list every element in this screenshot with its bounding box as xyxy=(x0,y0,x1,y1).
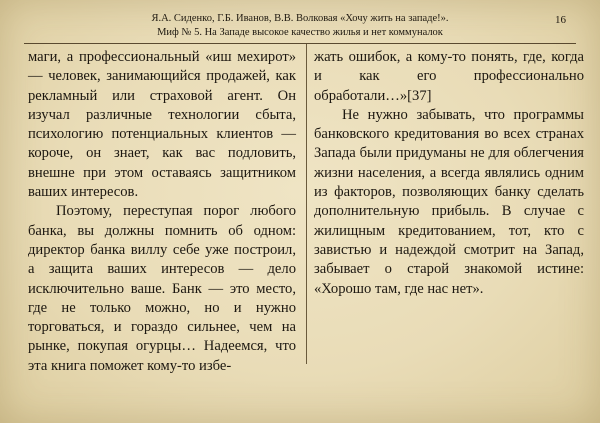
paragraph: Не нужно забывать, что программы банковского кредитования во всех странах Запада были придуманы не для облегчения жизни населения, а всегда являлись одним из факторов, позволяющих банку сделать дополнительную прибыль. В случае с жилищным кредитованием, тот, кто с завистью и надеждой смотрит на Запад, забывает о старой знакомой истине: «Хорошо там, где нас нет». xyxy=(314,106,584,297)
header-authors-title: Я.А. Сиденко, Г.Б. Иванов, В.В. Волковая «Хочу жить на западе!». xyxy=(151,13,449,24)
left-text-column xyxy=(28,48,296,376)
paragraph: Поэтому, переступая порог любого банка, вы должны помнить об одном: директор банка виллу себе уже построил, а защита ваших интересов — дело исключительно ваше. Банк — это место, где не только можно, но и нужно торговаться, и гораздо сильнее, чем на рынке, покупая огурцы… Надеемся, что эта книга поможет кому-то избе- xyxy=(28,203,296,374)
right-text-column xyxy=(314,48,584,299)
paragraph: жать ошибок, а кому-то понять, где, когда и как его профессионально обработали…»[37] xyxy=(314,49,584,104)
column-divider xyxy=(306,44,307,364)
page-number: 16 xyxy=(555,14,566,26)
running-header xyxy=(0,12,600,40)
header-rule xyxy=(24,43,576,44)
header-chapter-title: Миф № 5. На Западе высокое качество жилья и нет коммуналок xyxy=(157,27,443,38)
paragraph: маги, а профессиональный «иш мехирот» — человек, занимающийся продажей, как рекламный или страховой агент. Он изучал различные технологии сбыта, психологию потенциальных клиентов — короче, он знает, как вас подловить, внешне при этом оставаясь защитником ваших интересов. xyxy=(28,49,296,201)
